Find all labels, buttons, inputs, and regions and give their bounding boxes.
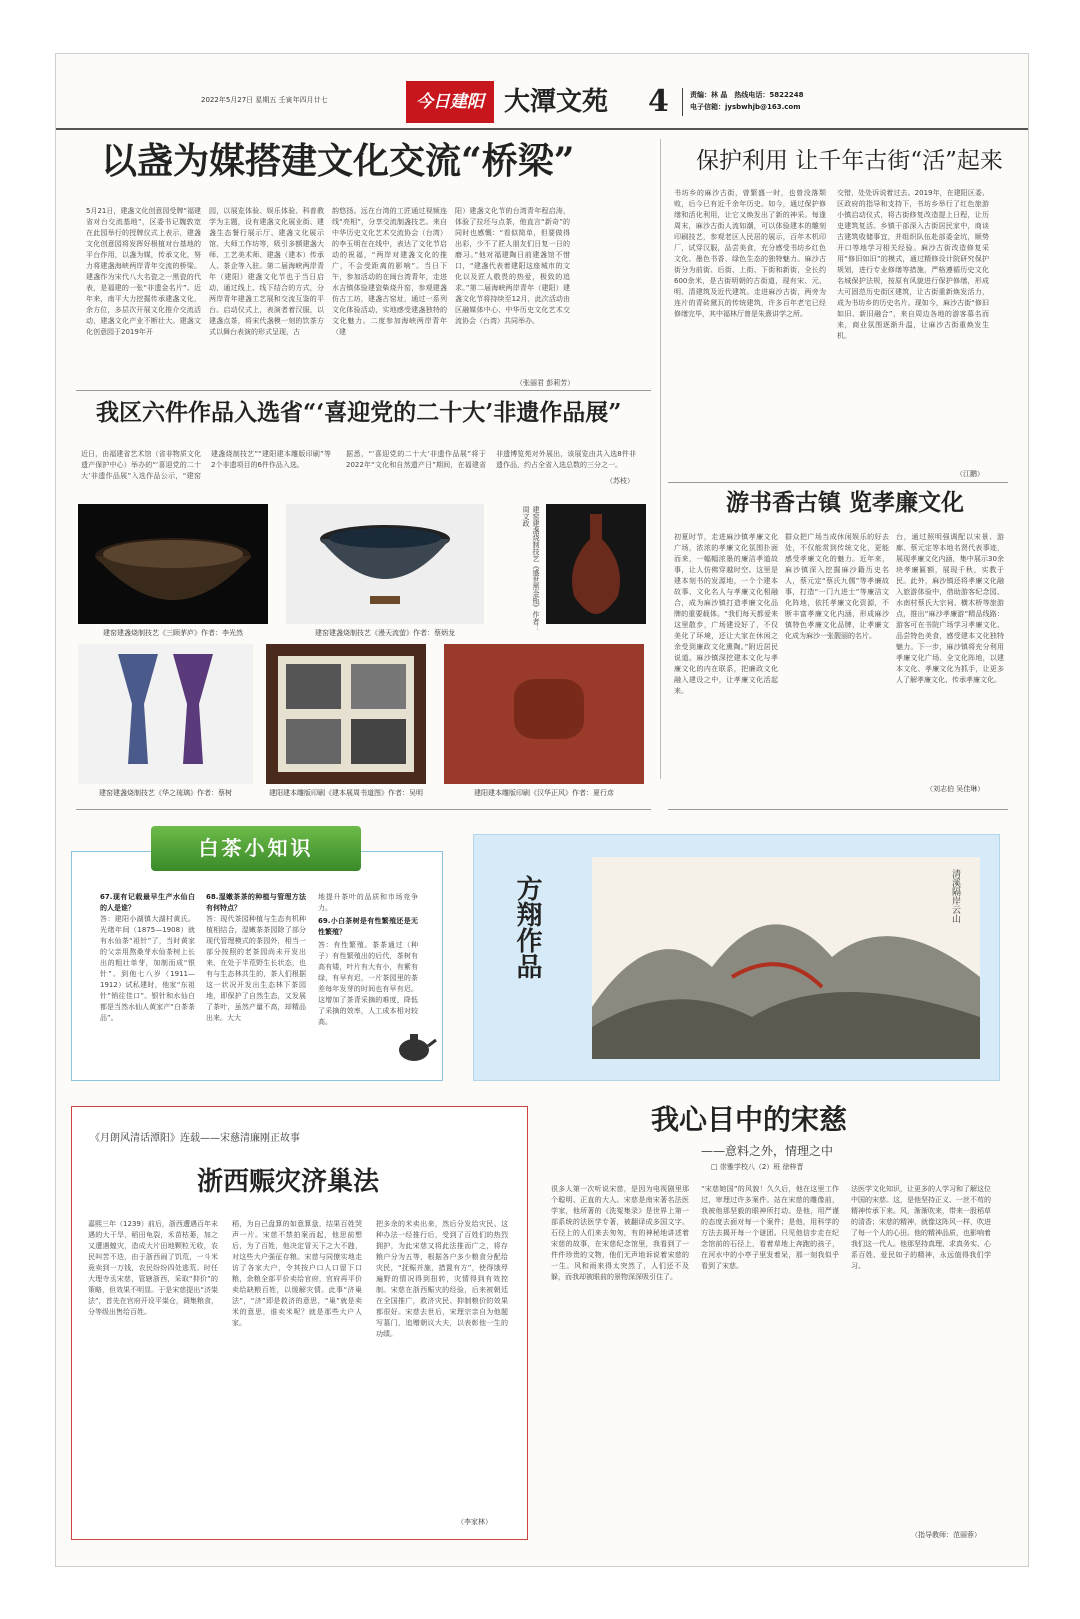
article2-signature: （江鹏） (956, 470, 984, 478)
tea-a67: 答：建阳小湖镇大湖村黄氏。光绪年间（1875—1908）就有水仙茶“祖针”了，当时黄家的父亲用熬桑芽水仙茶树上长出的粗壮单芽，加制而成“银针”。到他七八岁（1911—1912）试私建时，他家“东祖针”销往佳口”。银针和水仙白都是当然水仙人黄家产“白茶茶品”。 (100, 915, 195, 1022)
article6-subtitle: ——意料之外，情理之中 (701, 1144, 834, 1158)
photo-print-2 (444, 644, 644, 784)
page-number: 4 (648, 84, 669, 119)
caption-6: 建阳建本雕版印刷《汉华正风》作者：夏行彦 (474, 789, 614, 797)
tea-knowledge-box (71, 851, 443, 1081)
photo-print-1 (266, 644, 426, 784)
art-box (473, 834, 1000, 1081)
tea-q69: 69.小白茶树是有性繁殖还是无性繁殖？ (318, 917, 418, 936)
tea-a68: 答：现代茶园种植与生态有机种植相结合，湿嫩茶茶园除了部分现代管理模式的茶园外，相当一部分按照的老茶园尚未开发出来，在处于半荒野生长状态，也有与生态林共生的，茶人们根据这一状况开发出生态林下茶园地，即保护了自然生态，又发展了茶叶，虽然产量不高，却精品出来。大大 (206, 915, 306, 1022)
article3-title: 我区六件作品入选省“‘喜迎党的二十大’非遗作品展” (96, 399, 622, 426)
article1-col4: 阳）建盏文化节的台湾青年程启涛，体验了拉坯与点茶，他直言“新奇”的同时也感慨：“看似简单，但要做得出彩，少不了匠人朋友们日复一日的磨习。”他对福建陶日前建盏馆不惜口，“建盏代表着建阳这座城市的文化以及匠人敬畏的热爱，极致的追求。”第二届海峡两岸青年（建阳）建盏文化节将持续至12月，此次活动由区融媒体中心、中华历史文化艺术交流协会（台湾）共同举办。 (455, 207, 570, 325)
tea-q67: 67.现有记载最早生产水仙白的人是谁？ (100, 893, 195, 912)
article6-col1: 很多人第一次听说宋慈，是因为电视剧里那个聪明、正直的大人。宋慈是南宋著名法医学家，他所著的《洗冤集录》是世界上第一部系统的法医学专著，被翻译成多国文字。石径上的人们来去匆匆，有的神秘地讲述着宋慈的故事，在宋慈纪念馆里，我看到了一件件珍贵的文物，他们无声地诉说着宋慈的一生。风和雨来得太突然了，人们还不及躲，而我却被眼前的景物深深吸引住了。 (551, 1185, 689, 1281)
article3-col2: 据悉，“‘喜迎党的二十大’非遗作品展”将于2022年“文化和自然遗产日”期间，在福建省非遗博览苑对外展出，该展览由共入选8件非遗作品，约占全省入选总数的三分之一。 (346, 450, 636, 469)
art-title-text: 方翔作品 (512, 875, 542, 979)
article1-signature: （张丽君 彭莉芳） (516, 379, 575, 387)
article1-col3: 韵悠扬。远在台湾的工匠通过视频连线“亮相”，分享交流制盏技艺。来自中华历史文化艺术交流协会（台湾）的李玉明在在线中，表达了文化节启动的祝福，“两岸对建盏文化的推广，不会受距离的影响”。当日下午，参加活动的在闽台湾青年，走进水吉镇体验建瓷柴烧升窑，参观建盏仿古工坊，建盏古窑址，通过一系列文化体验活动，实地感受建盏独特的文化魅力。二度参加海峡两岸青年（建 (332, 207, 447, 336)
photo-vases-2 (78, 644, 253, 784)
article4-signature: （刘志伯 吴佳琳） (926, 785, 985, 793)
tea-q68: 68.湿嫩茶茶的种植与管理方法有何特点？ (206, 893, 306, 912)
article3-col1: 近日，由福建省艺术馆（省非物质文化遗产保护中心）举办的“‘喜迎党的二十大’非遗作品展”入选作品公示，“建窑建盏烧制技艺”“建阳建本雕版印刷”等2个非遗项目的6件作品入选。 (81, 450, 331, 480)
caption-5: 建阳建本雕版印刷《建本展周书道图》作者：吴明 (269, 789, 423, 797)
article4-title: 游书香古镇 览孝廉文化 (726, 489, 965, 516)
article5-col1: 嘉熙三年（1239）前后，浙西遭遇百年未遇的大干旱，稻田龟裂，禾苗枯萎，加之又遭遇蝗灾，造成大片田地颗粒无收，农民叫苦不迭，由于浙西闹了饥荒，一斗米竟卖到一万钱，农民纷纷四处逃荒。时任大理寺丞宋慈，管辖浙西，采取“抑价”的策略，但效果不明显。于是宋慈提出“济粜法”，首先在官府开设平粜仓，调集粮食，分等级出售给百姓。 (88, 1220, 218, 1316)
article6-byline: □ 崇雅学校八（2）班 徐梓晋 (711, 1163, 804, 1171)
photo-tea-bowl-1 (78, 504, 268, 624)
tea-banner-text: 白茶小知识 (198, 836, 314, 860)
photo-vase-1 (546, 504, 646, 624)
caption-1: 建窑建盏烧制技艺《三顾茅庐》作者：李光然 (103, 629, 243, 637)
article4-col1: 初夏时节，走进麻沙镇孝廉文化广场，浓浓的孝廉文化氛围扑面而来，一幅幅浓墨的廉洁孝道故事，让人仿佛穿越时空。这里是建本刻书的发源地，一个个建本故事、文化名人与孝廉文化相融合，成为麻沙镇打造孝廉文化品牌的重要载体。“我们每天都爱来这里散步，广场建设好了，不仅美化了环境，还让大家在休闲之余受到廉政文化熏陶。”附近居民说道。麻沙镇深挖建本文化与孝廉文化的内在联系，把廉政文化融入建设之中，让孝廉文化活起来。 (674, 533, 778, 695)
article5-col2: 稻，为自己盘算的如意算盘，结果百姓哭声一片。宋慈不禁拍案而起，他思前想后，为了百姓，他决定冒天下之大不韪，对这些大户强征存粮。宋慈与同僚实地走访了各家大户，令其按户口人口留下口粮，余粮全部平价卖给官府，官府再平价卖给缺粮百姓，以缓解灾情。此事“济巢法”，“济”即是救济的意思，“巢”就是卖米的意思，谁卖米呢？就是那些大户人家。 (232, 1220, 362, 1327)
logo-text: 今日建阳 (416, 92, 484, 112)
article5-box (71, 1106, 528, 1540)
painting-inscription-text: 清溪隔岸云山 (950, 869, 960, 923)
tea-a68b: 地提升茶叶的品质和市场竞争力。 (318, 893, 418, 912)
painting-illustration (592, 857, 980, 1059)
bowl-illustration (286, 504, 484, 624)
section-title: 大潭文苑 (504, 87, 609, 117)
landscape-painting (592, 857, 980, 1059)
article2-title: 保护利用 让千年古街“活”起来 (696, 148, 1003, 174)
article2-col2: 交错，处处诉说着过去。2019年，在建阳区委、区政府的指导和支持下，书坊乡举行了红色旅游小镇启动仪式，将古街修复改造提上日程，让历史建筑复活。乡镇干部深入古街居民家中，商谈古建筑收储事宜，并组织队伍赴部委金坑，顺势开口等地学习相关经验。麻沙古街改造修复采用“修旧如旧”的模式，通过精修设计院研究保护规划，进行专业修缮等措施，严格遵循历史文化名城保护法规，按原有风貌进行保护修缮，形成大可固范历史街区建筑，让古街重新焕发活力，成为书坊乡的历史名片。现如今，麻沙古街“修旧如旧、新旧融合”，来自周边各地的游客慕名而来，商业氛围逐渐升温，让麻沙古街重焕发生机。 (837, 189, 989, 340)
article6-col3: 法医学文化知识，让更多的人学习和了解这位中国的宋慈。这，是他坚持正义、一丝不苟的精神传承下来。风，渐渐吹来，带来一股稻草的清香；宋慈的精神，就像这阵风一样，吹进了每一个人的心田。他的精神品质，也影响着我们这一代人。他那坚持真理、求真务实、心系百姓、爱民如子的精神，永远值得我们学习。 (851, 1185, 991, 1270)
caption-4: 建窑建盏烧制技艺《华之琉璃》作者：蔡树 (99, 789, 232, 797)
article5-title: 浙西赈灾济巢法 (197, 1167, 380, 1197)
article4-col3: 台，通过照明强调配以宋景、游廊、蔡元定等本地名贤代表事迹，展现孝廉文化内涵，集中展示30余块孝廉匾额，展现千秋，实教于民。此外，麻沙镇还将孝廉文化融入旅游体验中，借助游客纪念园、水南村蔡氏大宗祠、横木桥等旅游点，推出“麻沙孝廉游”精品线路：游客可在书院广场学习孝廉文化、品尝特色美食，感受建本文化独特魅力。下一步，麻沙镇将充分利用孝廉文化广场、全文化阵地，以建本文化、孝廉文化为抓手，让更多人了解孝廉文化、传承孝廉文化。 (896, 533, 1004, 684)
teapot-icon (392, 1022, 437, 1067)
editor-email: 电子信箱：jysbwhjb@163.com (690, 103, 801, 111)
article1-title: 以盏为媒搭建文化交流“桥梁” (101, 140, 575, 182)
caption-2: 建窑建盏烧制技艺《漫天流萤》作者：蔡炳龙 (315, 629, 455, 637)
masthead-date: 2022年5月27日 星期五 壬寅年四月廿七 (201, 96, 328, 104)
editor-info: 责编：林 晶 热线电话：5822248 (690, 91, 804, 99)
tea-a69: 答：有性繁殖。茶茶通过（种子）有性繁殖出的后代，茶树有高有矮，叶片有大有小，有紫有绿，有早有迟，一片茶园里的茶差每年发芽的时间也有早有迟。这增加了茶青采摘的难度，降低了采摘的效率，人工成本相对较高。 (318, 941, 418, 1026)
painting-inscription (942, 869, 962, 989)
article6-title: 我心目中的宋慈 (651, 1103, 848, 1136)
article3-signature: （苏枝） (606, 477, 634, 485)
article5-kicker: 《月朗风清话潭阳》连载——宋慈清廉刚正故事 (90, 1133, 300, 1143)
newspaper-page (55, 53, 1029, 1567)
article4-col2: 群众把广场当成休闲娱乐的好去处，不仅能赏到传统文化，更能感受孝廉文化的魅力。近年来，麻沙镇深入挖掘麻沙籍历史名人，蔡元定“蔡氏九儒”等孝廉故事，打造“一门九进士”等廉洁文化阵地，依托孝廉文化资源，不断丰富孝廉文化内涵，形成麻沙镇特色孝廉文化品牌，让孝廉文化成为麻沙一张靓丽的名片。 (785, 533, 889, 640)
bowl-illustration (78, 504, 268, 624)
caption-3-vertical (496, 506, 541, 636)
masthead-logo (406, 81, 494, 123)
article1-col1: 5月21日，建盏文化创意园受牌“福建省对台交流基地”，区委书记魏敦宽在此园举行的授牌仪式上表示，建盏文化创意园将发挥好根植对台基地的平台作用，以盏为媒，传承文化，努力将建盏海峡两岸青年交流的桥梁。建盏作为宋代八大名瓷之一黑瓷的代表，是福建的一张“非遗金名片”。近年来，南平大力挖掘传承建盏文化，余方位，多层次开展文化推介交流活动，建盏文化产业不断壮大。建盏文化创意园于2019年开 (86, 207, 201, 336)
article5-signature: （李家林） (457, 1518, 492, 1526)
tea-banner (151, 826, 361, 871)
photo-tea-bowl-2 (286, 504, 484, 624)
art-title (506, 875, 546, 1035)
article2-col1: 书坊乡的麻沙古街，曾繁盛一时，也曾没落颓败，后今已有近千余年历史。如今，通过保护修缮和活化利用，让它又焕发出了新的神采。每逢周末，麻沙古街人流如潮，可以体验建本的雕刻印刷技艺，参观老区人民居的展示，百年木机印厂，试穿汉服，品尝美食，充分感受书坊乡红色文化、墨色书香、绿色生态的独特魅力。麻沙古街分为前街、后街、上街、下街和新街，全长约600余米，是古街明朝的古街道，现有宋、元、明、清建筑及近代建筑。走进麻沙古街，两旁为连片的青砖黛瓦的传统建筑，许多百年老宅已经修缮完毕，其中福林厅曾是朱熹讲学之所。 (674, 189, 826, 318)
vase-illustration (546, 504, 646, 624)
vases-illustration (78, 644, 253, 784)
article1-col2: 园，以展览体验、娱乐体验、科普教学为主题，设有建盏文化展业街、建盏生态餐行展示厅、建盏文化展示馆、大师工作坊等，吸引多额建盏大师、工艺美术师、建盏（建本）传承人、茶企等入驻。第二届海峡两岸青年（建阳）建盏文化节也于当日启动，通过线上、线下结合的方式，分两岸青年建盏工艺展和交流互鉴的平台。启动仪式上，表演者着汉服，以建盏点茶，将宋代盏模一刻的饮茶方式以舞台表演的形式呈现，古 (209, 207, 324, 336)
article5-col3: 把多余的米卖出来，然后分发给灾民。这种办法一经推行后，受到了百姓们的热烈拥护，为此宋慈又将此法推而广之，将存粮户分为五等，根据各户多少粮食分配给灾民，“抚赈并施，措置有方”，使得饿殍遍野的情况得到扭转，灾情得到有效控制。宋慈在浙西赈灾的经验，后来被朝廷在全国推广，救济灾民、抑制粮价的效果都很好。宋慈去世后，宋理宗亲自为他题写墓门，追赠朝议大夫，以表彰他一生的功绩。 (376, 1220, 508, 1338)
caption-3-text: 建窑建盏烧制技艺《盛世黑金瓶》作者：周文政 (522, 506, 540, 632)
article6-col2: “宋慈她国”的风貌！久久后，他在这里工作过，审理过许多案件。站在宋慈的雕像前，我被他那坚毅的眼神所打动。是他，用严谨的态度去面对每一个案件；是他，用科学的方法去揭开每一个谜团。只见他信步走在纪念馆前的石径上，看着草地上奔跑的孩子，在河水中的小亭子里发着呆，那一刻我似乎看到了宋慈。 (701, 1185, 839, 1270)
article6-signature: （指导教师：范丽蓉） (911, 1531, 981, 1539)
